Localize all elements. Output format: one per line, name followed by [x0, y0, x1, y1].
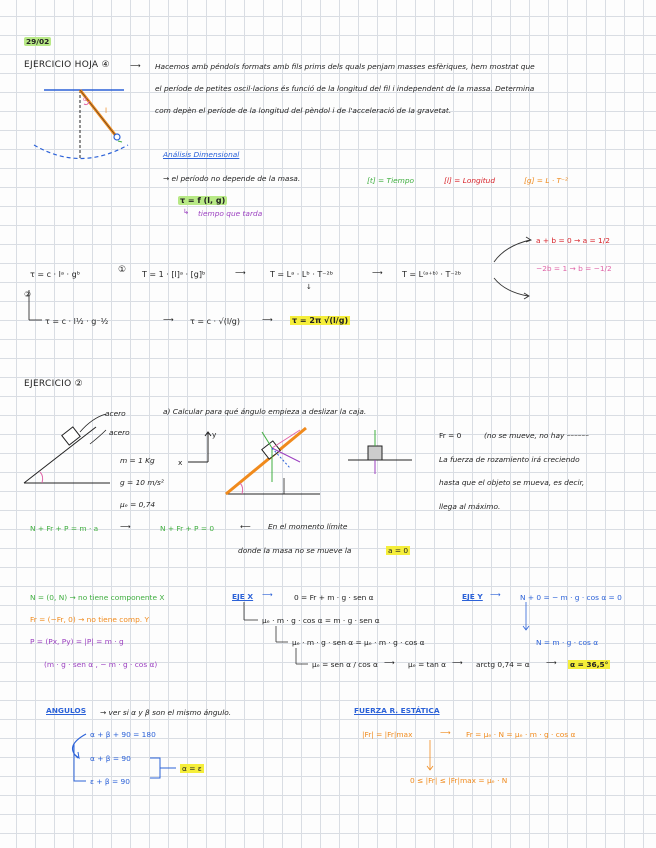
axis-x-label: x	[178, 458, 183, 467]
equation-6: τ = c · √(l/g)	[190, 317, 240, 326]
fuerza-line3: 0 ≤ |Fr| ≤ |Fr|max = μₑ · N	[410, 776, 508, 785]
function-expression: τ = f (l, g)	[180, 196, 226, 205]
exercise2-part-a: a) Calcular para qué ángulo empieza a deslizar la caja.	[163, 407, 367, 416]
eje-y-title: EJE Y	[462, 592, 483, 601]
given-gravity: g = 10 m/s²	[120, 478, 164, 487]
exercise1-text-line3: com depèn el període de la longitud del pèndol i de l'acceleració de la gravetat.	[155, 106, 452, 115]
arrow-icon: ⟶	[120, 522, 131, 531]
eje-y-line1: N + 0 = − m · g · cos α = 0	[520, 593, 622, 602]
arrow-icon: ⟶	[546, 658, 557, 667]
dimension-gravity: [g] = L · T⁻²	[524, 176, 568, 185]
eje-x-line2: μₑ · m · g · cos α = m · g · sen α	[262, 616, 380, 625]
function-note: tiempo que tarda	[198, 209, 263, 218]
label-acero-2: acero	[109, 428, 130, 437]
limit-a-zero: a = 0	[388, 546, 409, 555]
equation-5: τ = c · l½ · g⁻½	[45, 317, 109, 326]
pendulum-length-label: l	[105, 106, 108, 115]
note-line2: La fuerza de rozamiento irá creciendo	[439, 455, 580, 464]
eje-x-line4c: arctg 0,74 = α	[476, 660, 530, 669]
vector-weight-components: (m · g · sen α , − m · g · cos α)	[44, 660, 158, 669]
function-arrow-icon: ↳	[183, 207, 190, 216]
arrow-icon: ⟶	[262, 315, 273, 324]
arrow-icon: ⟵	[240, 522, 251, 531]
newton-sum-1: N + Fr + P = m · a	[30, 524, 99, 533]
exercise1-title: EJERCICIO HOJA ④	[24, 60, 110, 70]
limit-note-1: En el momento límite	[268, 522, 348, 531]
arrow-icon: ⟶	[452, 658, 463, 667]
equation-1: τ = c · lᵃ · gᵇ	[30, 270, 81, 279]
given-mass: m = 1 Kg	[120, 456, 155, 465]
result-b: −2b = 1 → b = −1/2	[536, 264, 612, 273]
step1-number: ①	[118, 265, 127, 275]
angulos-eq1: α + β + 90 = 180	[90, 730, 156, 739]
vector-normal: N = (0, N) → no tiene componente X	[30, 593, 165, 602]
eje-x-line4b: μₑ = tan α	[408, 660, 447, 669]
dimension-length: [l] = Longitud	[444, 176, 496, 185]
arrow-icon: ⟶	[130, 61, 141, 70]
date-badge: 29/02	[26, 37, 50, 46]
eje-x-title: EJE X	[232, 592, 254, 601]
result-a: a + b = 0 → a = 1/2	[536, 236, 610, 245]
arrow-icon: ⟶	[235, 268, 246, 277]
eje-y-line2: N = m · g · cos α	[536, 638, 599, 647]
equation-4: T = L⁽ᵃ⁺ᵇ⁾ · T⁻²ᵇ	[402, 270, 462, 279]
vector-friction: Fr = (−Fr, 0) → no tiene comp. Y	[30, 615, 149, 624]
eje-x-line3: μₑ · m · g · sen α = μₑ · m · g · cos α	[292, 638, 425, 647]
step2-number: ②	[24, 290, 32, 299]
fuerza-title: FUERZA R. ESTÁTICA	[354, 706, 440, 715]
label-acero-1: acero	[105, 409, 126, 418]
angulos-title: ANGULOS	[46, 706, 87, 715]
angulos-note: → ver si α y β son el mismo ángulo.	[100, 708, 232, 717]
exercise1-text-line2: el període de petites oscil·lacions és funció de la longitud del fil i independent de la massa. Determina	[155, 84, 535, 93]
friction-zero: Fr = 0	[439, 431, 462, 440]
newton-sum-2: N + Fr + P = 0	[160, 524, 215, 533]
arrow-icon: ⟶	[372, 268, 383, 277]
analysis-title: Análisis Dimensional	[163, 150, 240, 159]
equation-2: T = 1 · [l]ᵃ · [g]ᵇ	[142, 270, 206, 279]
arrow-icon: ⟶	[163, 315, 174, 324]
arrow-icon: ⟶	[490, 590, 501, 599]
arrow-icon: ⟶	[262, 590, 273, 599]
note-line3: hasta que el objeto se mueva, es decir,	[439, 478, 585, 487]
exercise2-title: EJERCICIO ②	[24, 379, 84, 389]
exercise1-text-line1: Hacemos amb péndols formats amb fils prims dels quals penjam masses esfèriques, hem mostrat que	[155, 62, 535, 71]
axis-y-label: y	[212, 430, 217, 439]
angulos-eq3: ε + β = 90	[90, 777, 130, 786]
given-mu: μₑ = 0,74	[120, 500, 156, 509]
no-mass-note: → el período no depende de la masa.	[163, 174, 301, 183]
vector-weight: P = (Px, Py) = |P| = m · g	[30, 637, 124, 646]
eje-x-line4a: μₑ = sen α / cos α	[312, 660, 378, 669]
fuerza-line1: |Fr| = |Fr|max	[362, 730, 413, 739]
arrow-icon: ⟶	[384, 658, 395, 667]
equation-3-brace: ↓	[306, 283, 312, 291]
eje-x-line1: 0 = Fr + m · g · sen α	[294, 593, 374, 602]
equation-3: T = Lᵃ · Lᵇ · T⁻²ᵇ	[270, 270, 334, 279]
dimension-time: [t] = Tiempo	[367, 176, 415, 185]
angulos-result: α = ε	[182, 764, 202, 773]
arrow-icon: ⟶	[440, 728, 451, 737]
note-line4: llega al máximo.	[439, 502, 501, 511]
angulos-eq2: α + β = 90	[90, 754, 131, 763]
fuerza-line2: Fr = μₑ · N = μₑ · m · g · cos α	[466, 730, 576, 739]
pendulum-angle-label: α	[83, 96, 87, 103]
note-line1: (no se mueve, no hay ––––––	[484, 431, 589, 440]
result-angle: α = 36,5°	[570, 660, 609, 669]
final-period-formula: τ = 2π √(l/g)	[292, 316, 349, 325]
limit-note-2: donde la masa no se mueve la	[238, 546, 352, 555]
